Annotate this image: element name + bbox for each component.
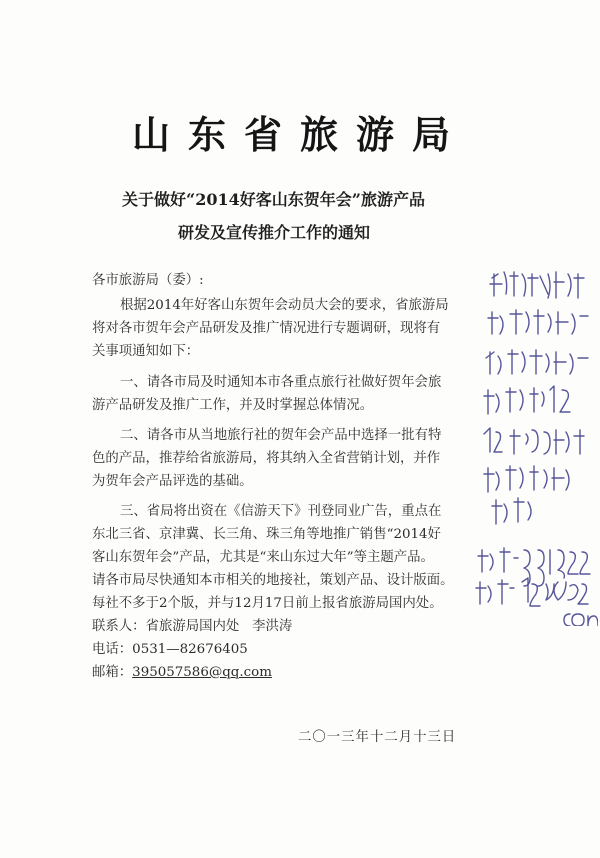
body-line: 关事项通知如下： bbox=[92, 344, 200, 359]
body-line: 色的产品，推荐给省旅游局，将其纳入全省营销计划，并作 bbox=[92, 451, 441, 466]
body-line: 东北三省、京津冀、长三角、珠三角等地推广销售“2014好 bbox=[92, 527, 441, 542]
contact-person-label: 联系人： bbox=[92, 619, 146, 634]
body-line: 三、省局将出资在《信游天下》刊登同业广告，重点在 bbox=[120, 504, 442, 519]
body-line: 请各市局尽快通知本市相关的地接社，策划产品、设计版面。 bbox=[92, 573, 454, 588]
phone-value: 0531—82676405 bbox=[132, 642, 248, 657]
email-link[interactable]: 395057586@qq.com bbox=[132, 665, 272, 680]
handwriting-scribble bbox=[470, 266, 598, 626]
body-line: 游产品研发及推广工作，并及时掌握总体情况。 bbox=[92, 398, 374, 413]
body-line: 二、请各市从当地旅行社的贺年会产品中选择一批有特 bbox=[120, 428, 442, 443]
body-line: 每社不多于2个版，并与12月17日前上报省旅游局国内处。 bbox=[92, 596, 443, 611]
salutation: 各市旅游局（委）: bbox=[92, 273, 204, 288]
notice-title-line-1: 关于做好“2014好客山东贺年会”旅游产品 bbox=[122, 190, 425, 209]
notice-title-line-2: 研发及宣传推介工作的通知 bbox=[178, 223, 371, 242]
agency-letterhead: 山东省旅游局 bbox=[131, 112, 468, 157]
body-line: 一、请各市局及时通知本市各重点旅行社做好贺年会旅 bbox=[120, 375, 442, 390]
contact-person-value: 省旅游局国内处 李洪涛 bbox=[145, 619, 293, 634]
body-line: 为贺年会产品评选的基础。 bbox=[92, 474, 253, 489]
contact-email bbox=[92, 662, 272, 684]
email-label: 邮箱： bbox=[92, 665, 133, 680]
body-line: 客山东贺年会”产品，尤其是“来山东过大年”等主题产品。 bbox=[92, 550, 434, 565]
issue-date: 二〇一三年十二月十三日 bbox=[298, 730, 457, 745]
phone-label: 电话： bbox=[92, 642, 133, 657]
contact-person bbox=[92, 616, 292, 638]
body-line: 根据2014年好客山东贺年会动员大会的要求，省旅游局 bbox=[120, 298, 449, 313]
contact-phone bbox=[92, 639, 248, 661]
handwritten-annotation bbox=[470, 266, 598, 626]
body-line: 将对各市贺年会产品研发及推广情况进行专题调研，现将有 bbox=[92, 321, 441, 336]
